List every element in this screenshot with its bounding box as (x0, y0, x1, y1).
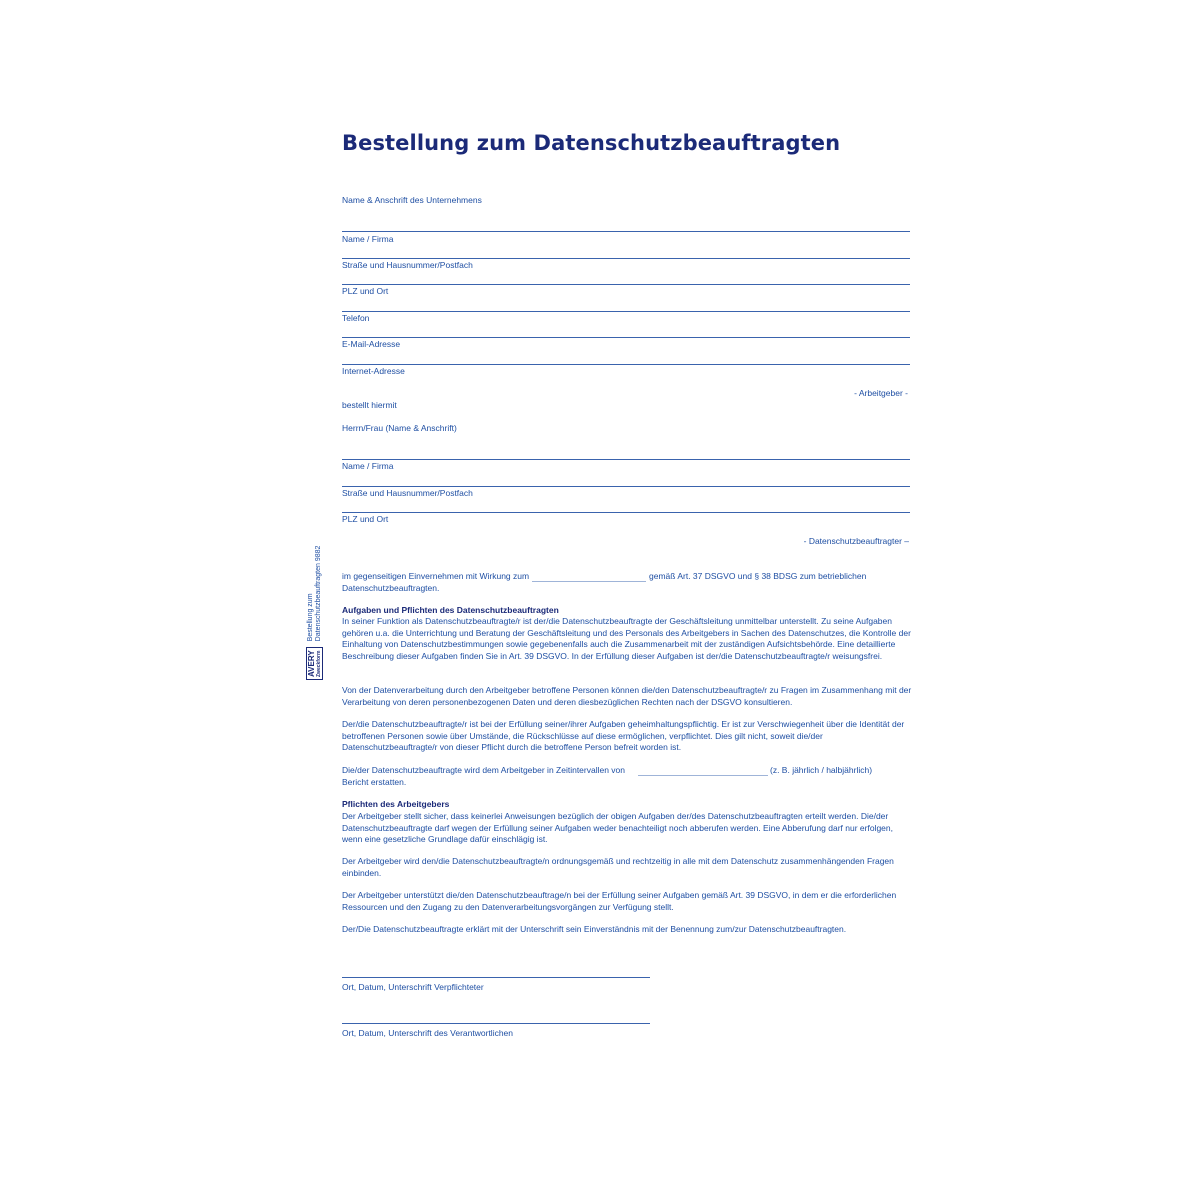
signature-line-obligated[interactable] (342, 977, 650, 978)
officer-intro-label: Herrn/Frau (Name & Anschrift) (342, 423, 457, 433)
employer-phone-line[interactable] (342, 311, 910, 312)
officer-name-label: Name / Firma (342, 461, 394, 471)
product-line-1: Bestellung zum (306, 593, 314, 642)
employer-website-label: Internet-Adresse (342, 366, 405, 376)
employer-name-line[interactable] (342, 231, 910, 232)
officer-name-line[interactable] (342, 459, 910, 460)
report-text-line2: Bericht erstatten. (342, 777, 407, 787)
duties-paragraph-3: Der/die Datenschutzbeauftragte/r ist bei der Erfüllung seiner/ihrer Aufgaben geheimhaltungspflichtig. Er ist zur Verschwiegenheit über die Identität der betroffenen Personen sowie über Umstände, die Rückschlüsse auf diese ermöglichen, verpflichtet. Dies gilt nicht, soweit die/der Datenschutzbeauftragte/r von dieser Pflicht durch die betroffene Person befreit worden ist. (342, 719, 905, 752)
appoints-text: bestellt hiermit (342, 400, 397, 410)
employer-street-line[interactable] (342, 258, 910, 259)
employer-name-label: Name / Firma (342, 234, 394, 244)
report-text-after: (z. B. jährlich / halbjährlich) (770, 765, 873, 775)
employer-website-line[interactable] (342, 364, 910, 365)
document-title: Bestellung zum Datenschutzbeauftragten (342, 131, 841, 155)
officer-city-label: PLZ und Ort (342, 514, 389, 524)
effective-text-line2: Datenschutzbeauftragten. (342, 583, 440, 593)
employer-intro-label: Name & Anschrift des Unternehmens (342, 195, 482, 205)
employer-city-label: PLZ und Ort (342, 286, 389, 296)
product-sidebar (306, 546, 323, 680)
officer-street-line[interactable] (342, 486, 910, 487)
employer-duties-paragraph-2: Der Arbeitgeber wird den/die Datenschutzbeauftragte/n ordnungsgemäß und rechtzeitig in alle mit dem Datenschutz zusammenhängenden Fragen einbinden. (342, 856, 894, 878)
signature-line-responsible[interactable] (342, 1023, 650, 1024)
product-name (307, 546, 323, 642)
effective-text-after: gemäß Art. 37 DSGVO und § 38 BDSG zum betrieblichen (649, 571, 867, 581)
employer-city-line[interactable] (342, 284, 910, 285)
employer-phone-label: Telefon (342, 313, 370, 323)
employer-email-label: E-Mail-Adresse (342, 339, 401, 349)
brand-name: AVERY (307, 650, 316, 677)
signature-label-responsible: Ort, Datum, Unterschrift des Verantwortlichen (342, 1028, 514, 1038)
duties-paragraph-2: Von der Datenverarbeitung durch den Arbeitgeber betroffene Personen können die/den Datenschutzbeauftragte/r zu Fragen im Zusammenhang mit der Verarbeitung von deren personenbezogenen Daten und deren diesbezüglichen Rechten nach der DSGVO konsultieren. (342, 685, 912, 707)
employer-duties-paragraph-1: Der Arbeitgeber stellt sicher, dass keinerlei Anweisungen bezüglich der obigen Aufgaben der/des Datenschutzbeauftragten erteilt werden. Die/der Datenschutzbeauftragte darf wegen der Erfüllung seiner Aufgaben weder benachteiligt noch abberufen werden. Eine Abberufung darf nur erfolgen, wenn eine gesetzliche Grundlage dafür einschlägig ist. (342, 811, 893, 844)
report-interval-field[interactable] (638, 775, 768, 776)
employer-duties-heading: Pflichten des Arbeitgebers (342, 799, 450, 809)
officer-role-label: - Datenschutzbeauftragter – (803, 536, 909, 546)
duties-heading: Aufgaben und Pflichten des Datenschutzbeauftragten (342, 605, 559, 615)
effective-date-field[interactable] (532, 581, 646, 582)
effective-text-before: im gegenseitigen Einvernehmen mit Wirkung zum (342, 571, 530, 581)
report-text-before: Die/der Datenschutzbeauftragte wird dem Arbeitgeber in Zeitintervallen von (342, 765, 626, 775)
duties-paragraph-1: In seiner Funktion als Datenschutzbeauftragte/r ist der/die Datenschutzbeauftragte der Geschäftsleitung unmittelbar unterstellt. Zu seine Aufgaben gehören u.a. die Unterrichtung und Beratung der Geschäftsleitung und des Personals des Arbeitgebers in Sachen des Datenschutzes, die Kontrolle der Einhaltung von Datenschutzbestimmungen sowie gegebenenfalls auch die Zusammenarbeit mit der zuständigen Aufsichtsbehörde. Eine detaillierte Beschreibung dieser Aufgaben finden Sie in Art. 39 DSGVO. In der Erfüllung dieser Aufgaben ist der/die Datenschutzbeauftragte/r weisungsfrei. (342, 616, 911, 661)
signature-label-obligated: Ort, Datum, Unterschrift Verpflichteter (342, 982, 484, 992)
employer-duties-paragraph-4: Der/Die Datenschutzbeauftragte erklärt mit der Unterschrift sein Einverständnis mit der Benennung zum/zur Datenschutzbeauftragten. (342, 924, 847, 934)
employer-duties-paragraph-3: Der Arbeitgeber unterstützt die/den Datenschutzbeauftrage/n bei der Erfüllung seiner Aufgaben gemäß Art. 39 DSGVO, in dem er die erforderlichen Ressourcen und den Zugang zu den Datenverarbeitungsvorgängen zur Verfügung stellt. (342, 890, 897, 912)
product-line-2: Datenschutzbeauftragten 9882 (314, 545, 322, 642)
brand-sub: Zweckform (316, 650, 322, 677)
employer-street-label: Straße und Hausnummer/Postfach (342, 260, 473, 270)
employer-email-line[interactable] (342, 337, 910, 338)
employer-role-label: - Arbeitgeber - (854, 388, 908, 398)
brand-logo (306, 647, 323, 680)
officer-city-line[interactable] (342, 512, 910, 513)
officer-street-label: Straße und Hausnummer/Postfach (342, 488, 473, 498)
